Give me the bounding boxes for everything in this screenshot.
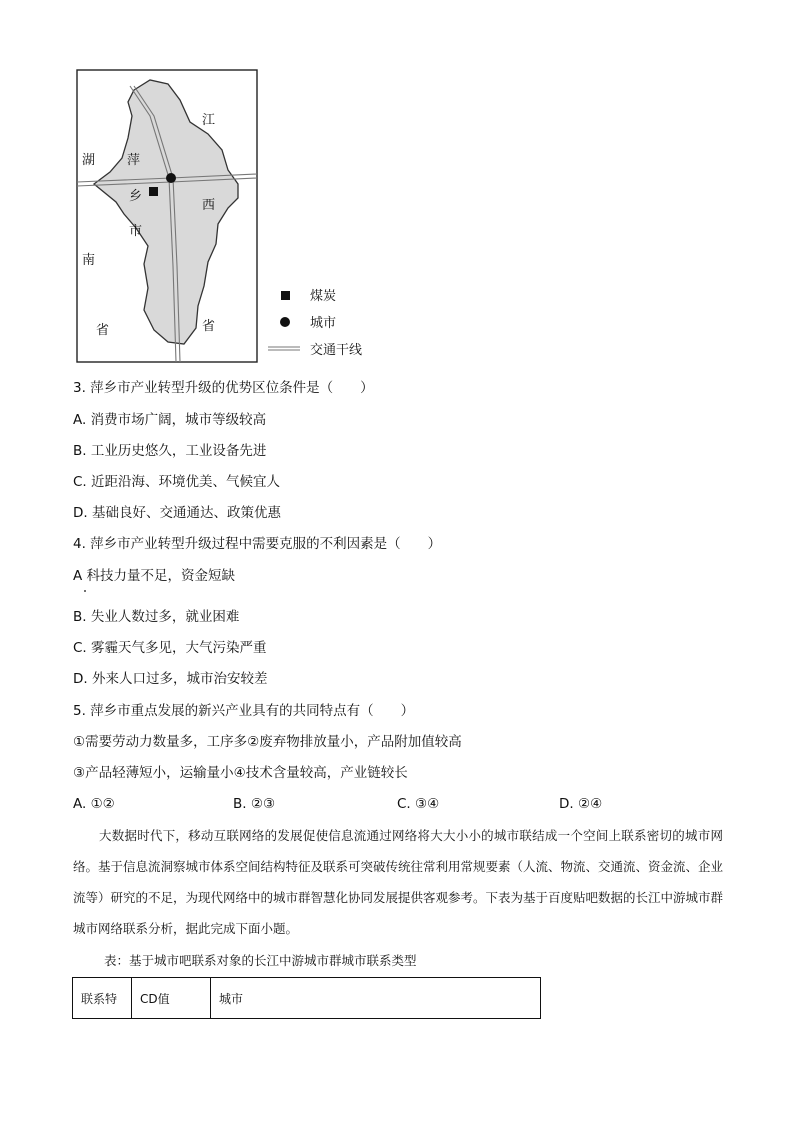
question-3-stem: 3. 萍乡市产业转型升级的优势区位条件是（ ） [73,380,374,396]
table-header-row [73,978,541,1019]
legend-city-icon [280,317,290,327]
city-marker [166,173,176,183]
table-caption: 表：基于城市吧联系对象的长江中游城市群城市联系类型 [104,953,417,968]
header-city: 城市 [211,978,541,1019]
pingxiang-map [72,66,382,366]
q3-option-d: D. 基础良好、交通通达、政策优惠 [73,505,281,521]
q5-choice-a: A. ①② [73,796,115,812]
label-jiang: 江 [202,113,216,128]
label-nan: 南 [82,253,96,268]
legend-city-label: 城市 [310,316,337,331]
pingxiang-region [94,80,238,344]
legend-trunk-label: 交通干线 [310,343,363,358]
q5-choice-d: D. ②④ [559,796,603,812]
legend-trunk-icon [268,347,300,350]
label-ping: 萍 [127,153,141,168]
coal-marker [149,187,158,196]
q4-option-a: A 科技力量不足，资金短缺 [73,568,236,584]
q3-option-b: B. 工业历史悠久，工业设备先进 [73,443,267,459]
q5-choice-c: C. ③④ [397,796,440,812]
label-shi: 市 [129,224,143,239]
question-4-stem: 4. 萍乡市产业转型升级过程中需要克服的不利因素是（ ） [73,536,442,552]
header-cd-value: CD值 [132,978,211,1019]
question-5-stem: 5. 萍乡市重点发展的新兴产业具有的共同特点有（ ） [73,703,415,719]
q3-option-a: A. 消费市场广阔，城市等级较高 [73,412,267,428]
q4-option-d: D. 外来人口过多，城市治安较差 [73,671,268,687]
q4-option-b: B. 失业人数过多，就业困难 [73,609,240,625]
city-link-table [72,977,541,1019]
label-sheng-right: 省 [202,319,216,334]
q3-option-c: C. 近距沿海、环境优美、气候宜人 [73,474,281,490]
q5-statement-2: ③产品轻薄短小，运输量小④技术含量较高，产业链较长 [73,765,408,781]
passage-text: 大数据时代下，移动互联网络的发展促使信息流通过网络将大大小小的城市联结成一个空间上联系密切的城市网络。基于信息流洞察城市体系空间结构特征及联系可突破传统往常利用常规要素（人流、物流、交通流、资金流、企业流等）研究的不足，为现代网络中的城市群智慧化协同发展提供客观参考。下表为基于百度贴吧数据的长江中游城市群城市网络联系分析，据此完成下面小题。 [73,828,724,936]
legend-coal-label: 煤炭 [310,289,337,304]
stray-dot [84,590,86,592]
reading-passage [73,820,723,944]
label-xi: 西 [202,198,216,213]
label-hu: 湖 [82,153,96,168]
q5-choice-b: B. ②③ [233,796,276,812]
legend-coal-icon [281,291,290,300]
q4-option-c: C. 雾霾天气多见，大气污染严重 [73,640,267,656]
label-sheng-left: 省 [96,323,110,338]
label-xiang: 乡 [129,189,143,204]
q5-statement-1: ①需要劳动力数量多，工序多②废弃物排放量小，产品附加值较高 [73,734,462,750]
header-link-type: 联系特 [73,978,132,1019]
